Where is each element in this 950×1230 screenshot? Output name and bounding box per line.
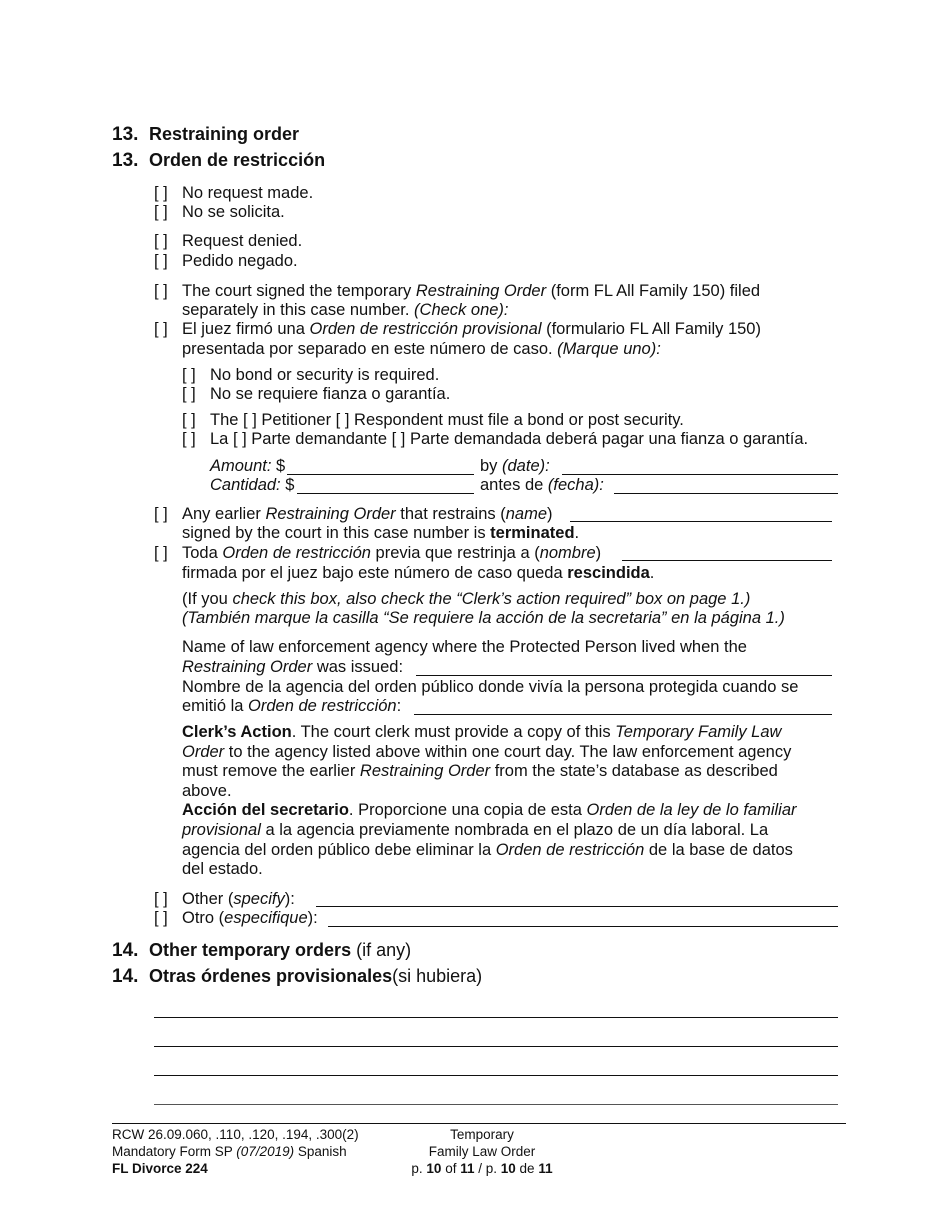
earlier-text-es-1: Toda Orden de restricción previa que restrinja a (nombre) — [182, 544, 602, 562]
section-number: 13. — [112, 150, 139, 171]
date-field[interactable] — [562, 474, 838, 475]
earlier-text-en-2: signed by the court in this case number is terminated. — [182, 524, 580, 542]
amount-field[interactable] — [287, 474, 474, 475]
cantidad-field[interactable] — [297, 493, 474, 494]
checkbox-bond-required[interactable]: [ ] — [182, 411, 196, 429]
clerk-en-2: Order to the agency listed above within one court day. The law enforcement agency — [182, 743, 792, 761]
section-title: Otras órdenes provisionales — [149, 966, 393, 986]
clerk-es-2: provisional a la agencia previamente nombrada en el plazo de un día laboral. La — [182, 821, 769, 839]
footer-title-2: Family Law Order — [428, 1144, 536, 1159]
bond-required-en: The [ ] Petitioner [ ] Respondent must file a bond or post security. — [210, 411, 684, 429]
section-title: Orden de restricción — [149, 150, 326, 170]
section-14-heading-es: 14. Otras órdenes provisionales(si hubiera) — [112, 966, 483, 987]
footer-left — [112, 1126, 359, 1177]
option-text: No se requiere fianza o garantía. — [210, 385, 451, 403]
checkbox-denied-es[interactable]: [ ] — [154, 252, 168, 270]
checkbox-signed-es[interactable]: [ ] — [154, 320, 168, 338]
option-text: No se solicita. — [182, 203, 285, 221]
checkbox-demandante[interactable]: [ ] — [232, 430, 247, 448]
checkbox-no-request[interactable]: [ ] — [154, 184, 168, 202]
option-text: Request denied. — [182, 232, 303, 250]
section-13-heading-en — [112, 124, 299, 146]
clerk-en-3: must remove the earlier Restraining Order from the state’s database as described — [182, 762, 778, 780]
checkbox-petitioner[interactable]: [ ] — [243, 411, 257, 429]
fecha-field[interactable] — [614, 493, 838, 494]
orders-line-3[interactable] — [154, 1075, 838, 1076]
signed-text-en-2: separately in this case number. (Check one): — [182, 301, 509, 319]
section-title: Restraining order — [149, 124, 300, 144]
checkbox-other-es[interactable]: [ ] — [154, 909, 168, 927]
other-text-en: Other (specify): — [182, 890, 295, 908]
agency-text-en-2: Restraining Order was issued: — [182, 658, 404, 676]
clerk-en-4: above. — [182, 782, 232, 800]
signed-text-es-2: presentada por separado en este número de caso. (Marque uno): — [182, 340, 661, 358]
signed-text-es-1: El juez firmó una Orden de restricción provisional (formulario FL All Family 150) — [182, 320, 761, 338]
name-field[interactable] — [570, 521, 832, 522]
agency-field[interactable] — [416, 675, 832, 676]
other-text-es: Otro (especifique): — [182, 909, 318, 927]
option-text: Pedido negado. — [182, 252, 298, 270]
nombre-field[interactable] — [622, 560, 832, 561]
agencia-field[interactable] — [414, 714, 832, 715]
section-number: 13. — [112, 124, 139, 145]
footer-center — [382, 1126, 582, 1177]
option-text: No request made. — [182, 184, 314, 202]
footer-mandatory: Mandatory Form SP (07/2019) Spanish — [112, 1144, 347, 1159]
checkbox-signed[interactable]: [ ] — [154, 282, 168, 300]
section-14-heading-en: 14. Other temporary orders (if any) — [112, 940, 412, 961]
checkbox-no-bond[interactable]: [ ] — [182, 366, 196, 384]
antes-fecha-label: antes de (fecha): — [480, 476, 604, 494]
orders-line-1[interactable] — [154, 1017, 838, 1018]
checkbox-bond-required-es[interactable]: [ ] — [182, 430, 196, 448]
agency-text-es-2: emitió la Orden de restricción: — [182, 697, 402, 715]
checkbox-no-request-es[interactable]: [ ] — [154, 203, 168, 221]
amount-row-es: Cantidad: $ — [210, 476, 295, 494]
footer-rcw: RCW 26.09.060, .110, .120, .194, .300(2) — [112, 1127, 359, 1142]
section-13-heading-es — [112, 150, 325, 172]
orders-line-4[interactable] — [154, 1104, 838, 1105]
footer-form-id: FL Divorce 224 — [112, 1161, 208, 1176]
checkbox-no-bond-es[interactable]: [ ] — [182, 385, 196, 403]
other-field[interactable] — [316, 906, 838, 907]
note-en: (If you check this box, also check the “Clerk’s action required” box on page 1.) — [182, 590, 751, 608]
signed-text-en-1: The court signed the temporary Restraining Order (form FL All Family 150) filed — [182, 282, 761, 300]
checkbox-demandada[interactable]: [ ] — [391, 430, 406, 448]
checkbox-respondent[interactable]: [ ] — [335, 411, 350, 429]
agency-text-en-1: Name of law enforcement agency where the Protected Person lived when the — [182, 638, 747, 656]
clerk-es-3: agencia del orden público debe eliminar la Orden de restricción de la base de datos — [182, 841, 793, 859]
earlier-text-en-1: Any earlier Restraining Order that restrains (name) — [182, 505, 553, 523]
clerk-es-1: Acción del secretario. Proporcione una copia de esta Orden de la ley de lo familiar — [182, 801, 797, 819]
agency-text-es-1: Nombre de la agencia del orden público donde vivía la persona protegida cuando se — [182, 678, 799, 696]
footer-divider — [112, 1123, 846, 1124]
checkbox-denied[interactable]: [ ] — [154, 232, 168, 250]
amount-row-en: Amount: $ — [210, 457, 286, 475]
section-number: 14. — [112, 940, 139, 961]
note-es: (También marque la casilla “Se requiere la acción de la secretaria” en la página 1.) — [182, 609, 785, 627]
footer-title-1: Temporary — [450, 1127, 514, 1142]
section-number: 14. — [112, 966, 139, 987]
footer-page-number: p. 10 of 11 / p. 10 de 11 — [411, 1161, 553, 1176]
earlier-text-es-2: firmada por el juez bajo este número de caso queda rescindida. — [182, 564, 655, 582]
checkbox-other[interactable]: [ ] — [154, 890, 168, 908]
bond-required-es: La [ ] Parte demandante [ ] Parte demandada deberá pagar una fianza o garantía. — [210, 430, 809, 448]
otro-field[interactable] — [328, 926, 838, 927]
orders-line-2[interactable] — [154, 1046, 838, 1047]
section-title: Other temporary orders — [149, 940, 352, 960]
checkbox-earlier[interactable]: [ ] — [154, 505, 168, 523]
by-date-label: by (date): — [480, 457, 550, 475]
checkbox-earlier-es[interactable]: [ ] — [154, 544, 168, 562]
clerk-en-1: Clerk’s Action. The court clerk must provide a copy of this Temporary Family Law — [182, 723, 782, 741]
clerk-es-4: del estado. — [182, 860, 263, 878]
option-text: No bond or security is required. — [210, 366, 440, 384]
